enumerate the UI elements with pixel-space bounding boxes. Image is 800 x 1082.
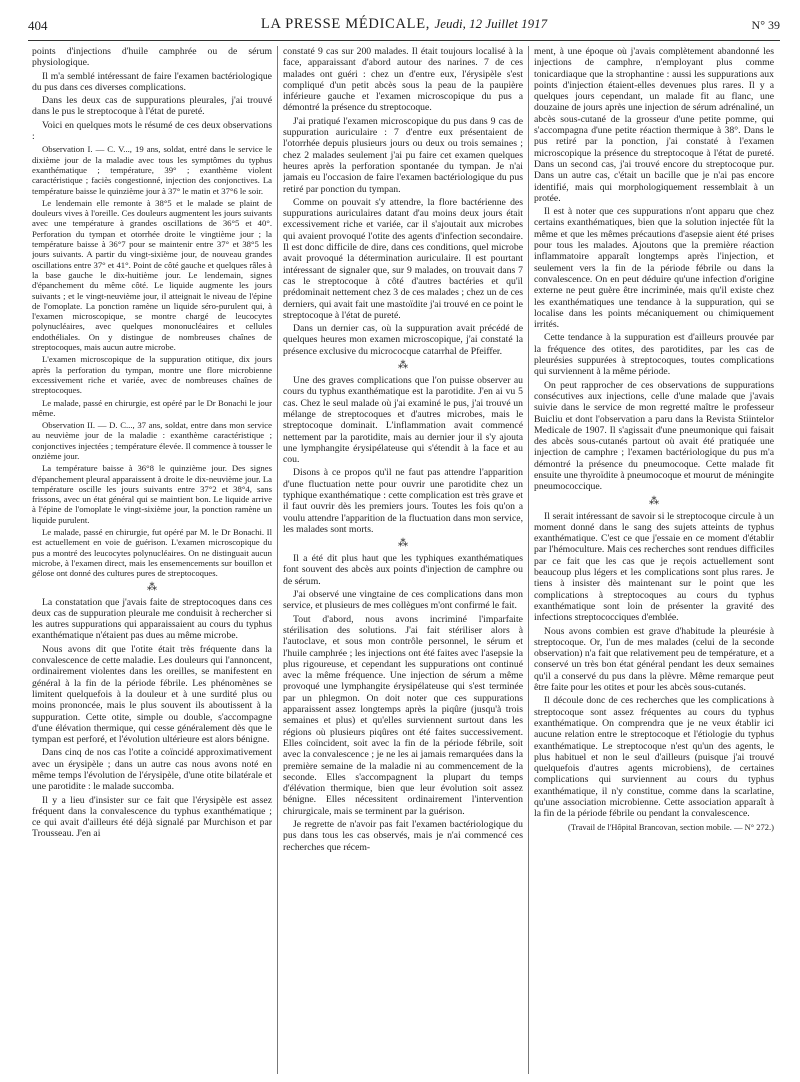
paragraph: On peut rapprocher de ces observations de suppurations consécutives aux injections, celle d'une malade que j'avais suivie dans le service de mon regretté maître le professeur Buicliu et dont l'observation a paru dans la Revista Stiintelor Medicale de 1907. Il s'agissait d'une pneumonique qui faisait des abcès sous-cutanés partout où avait été pratiquée une injection de camphre ; l'examen bactériologique du pus m'a démontré la présence du pneumocoque. Cette malade fit ensuite une thyroïdite à pneumocoque et mourut de méningite pneumococcique. (534, 379, 774, 493)
observation-paragraph: Le malade, passé en chirurgie, est opéré par le Dr Bonachi le jour même. (32, 397, 272, 418)
paragraph: Il y a lieu d'insister sur ce fait que l'érysipèle est assez fréquent dans la convalescence du typhus exanthématique ; ce qui avait d'ailleurs été déjà signalé par Murchison et par Trousseau. J'en ai (32, 794, 272, 840)
observation-paragraph: Le malade, passé en chirurgie, fut opéré par M. le Dr Bonachi. Il est actuellement en voie de guérison. L'examen microscopique du pus a montré des leucocytes polynucléaires. On ne distinguait aucun microbe, à l'examen direct, mais les ensemencements sur bouillon et gélose ont donné des cultures pures de streptocoques. (32, 527, 272, 579)
observation-paragraph: Observation II. — D. C..., 37 ans, soldat, entre dans mon service au neuvième jour de la maladie : exanthème caractéristique ; conjonctives injectées ; température élevée. Il commence à tousser le onzième jour. (32, 420, 272, 461)
issue-date: Jeudi, 12 Juillet 1917 (434, 16, 548, 31)
running-title (28, 16, 780, 33)
observation-paragraph: La température baisse à 36°8 le quinzième jour. Des signes d'épanchement pleural apparaissent à droite le dix-neuvième jour. La température oscille les jours suivants entre 37°2 et 38°4, sans frissons, avec un état général qui se maintient bon. Le liquide arrive à l'épine de l'omoplate le vingt-sixième jour, la ponction ramène un liquide purulent. (32, 463, 272, 525)
paragraph: Il serait intéressant de savoir si le streptocoque circule à un moment donné dans le sang des sujets atteints de typhus exanthématique. C'est ce que j'essaie en ce moment d'établir par l'hémoculture. Mais ces recherches sont rendues difficiles par ce fait que les cas que je reçois actuellement sont beaucoup plus légers et les complications sont plus rares. Je tiens à insister dès maintenant sur le point que les complications à streptocoques au cours du typhus exanthématique sont loin de présenter la gravité des infections streptococciques d'emblée. (534, 510, 774, 624)
column-2 (283, 46, 523, 1074)
header-rule (28, 40, 780, 41)
paragraph: Dans un dernier cas, où la suppuration avait précédé de quelques heures mon examen microscopique, j'ai constaté la présence exclusive du micrococque catarrhal de Pfeiffer. (283, 323, 523, 357)
page-number: 404 (28, 18, 48, 33)
observation-paragraph: Observation I. — C. V..., 19 ans, soldat, entré dans le service le dixième jour de la maladie avec tous les symptômes du typhus exanthématique ; température, 39° ; exanthème violent caractéristique ; faciès congestionné, injection des conjonctives. La température baisse le quinzième jour à 37° le matin et 37°6 le soir. (32, 144, 272, 196)
paragraph: Il a été dit plus haut que les typhiques exanthématiques font souvent des abcès aux points d'injection de camphre ou de sérum. (283, 553, 523, 587)
paragraph: Tout d'abord, nous avons incriminé l'imparfaite stérilisation des solutions. J'ai fait stériliser alors à l'autoclave, et sous mon contrôle personnel, le sérum et l'huile camphrée ; les injections ont été faites avec l'asepsie la plus rigoureuse, et cependant les suppurations ont continué avec la même fréquence. Une injection de sérum a même provoqué une lymphangite érysipélateuse qui s'est terminée par un phlegmon. On doit noter que ces suppurations apparaissent assez longtemps après la piqûre (jusqu'à trois semaines et plus) et qu'elles surviennent surtout dans les régions où plusieurs piqûres ont été faites successivement. Elles coïncident, soit avec la fin de la période fébrile, soit avec la convalescence ; je ne les ai jamais remarquées dans la première semaine de la maladie ni au commencement de la seconde. Elles s'accompagnent la plupart du temps d'élévation thermique, bien que leur évolution soit assez bénigne. Elles nécessitent ordinairement l'intervention chirurgicale, mais se terminent par la guérison. (283, 613, 523, 817)
page-header (28, 14, 780, 36)
source-footnote: (Travail de l'Hôpital Brancovan, section mobile. — N° 272.) (568, 821, 774, 832)
paragraph: points d'injections d'huile camphrée ou de sérum physiologique. (32, 46, 272, 69)
paragraph: Il m'a semblé intéressant de faire l'examen bactériologique du pus dans ces diverses complications. (32, 70, 272, 93)
paragraph: Dans les deux cas de suppurations pleurales, j'ai trouvé dans le pus le streptocoque à l'état de pureté. (32, 95, 272, 118)
section-separator: ⁂ (398, 538, 408, 550)
section-separator: ⁂ (398, 360, 408, 372)
journal-title: LA PRESSE MÉDICALE, (260, 16, 431, 32)
paragraph: Comme on pouvait s'y attendre, la flore bactérienne des suppurations auriculaires datant d'au moins deux jours était excessivement riche et variée, car il s'ajoutait aux microbes qui avaient provoqué l'otite des agents d'infection secondaire. Il est donc difficile de dire, dans ces conditions, quel microbe avait provoqué la détermination auriculaire. Il est pourtant intéressant de signaler que, sur 9 malades, on trouvait dans 7 cas le streptocoque à côté d'autres bactéries et qu'il prédominait nettement chez 3 de ces malades ; chez un de ces derniers, qui avait fait une mastoïdite j'ai trouvé en ce point le streptocoque à l'état de pureté. (283, 196, 523, 321)
paragraph: Cette tendance à la suppuration est d'ailleurs prouvée par la fréquence des otites, des parotidites, par les cas de pleurésies suppurées à streptocoques, toutes complications qui surviennent à la même période. (534, 332, 774, 378)
paragraph: Nous avons dit que l'otite était très fréquente dans la convalescence de cette maladie. Les douleurs qui l'annoncent, ordinairement violentes dans les oreilles, se manifestent en général à la fin de la période fébrile. Les phénomènes se limitent quelquefois à la douleur et à une surdité plus ou moins prononcée, mais le plus souvent ils aboutissent à la suppuration. Cette otite, simple ou double, s'accompagne d'une élévation thermique, qui cesse généralement dès que le tympan est perforé, et l'évolution ultérieure est alors bénigne. (32, 643, 272, 746)
observation-paragraph: L'examen microscopique de la suppuration otitique, dix jours après la perforation du tympan, montre une flore microbienne excessivement riche et variée, avec de nombreuses chaînes de streptocoques. (32, 354, 272, 396)
column-1 (32, 46, 272, 1074)
column-divider (528, 46, 529, 1074)
paragraph: Il est à noter que ces suppurations n'ont apparu que chez certains exanthématiques, bien que la solution injectée fût la même et que les mêmes précautions d'asepsie aient été prises pour tous les malades. Ajoutons que la première réaction inflammatoire apparaît longtemps après l'injection, et seulement vers la fin de la période fébrile ou dans la convalescence. On en peut déduire qu'une infection d'origine externe ne peut guère être incriminée, mais qu'il existe chez les exanthématiques une tendance à la suppuration, qui se localise dans les points mécaniquement ou chimiquement irrités. (534, 206, 774, 331)
paragraph: Voici en quelques mots le résumé de ces deux observations : (32, 119, 272, 143)
paragraph: constaté 9 cas sur 200 malades. Il était toujours localisé à la face, apparaissant d'abord autour des narines. 7 de ces malades ont guéri : chez un d'entre eux, l'érysipèle s'est compliqué d'un petit abcès sous la peau de la paupière inférieure gauche et l'examen microscopique du pus a démontré la présence du streptocoque. (283, 46, 523, 114)
section-separator: ⁂ (147, 581, 157, 593)
paragraph: ment, à une époque où j'avais complètement abandonné les injections de camphre, n'employant plus comme tonicardiaque que la strophantine : aussi les suppurations aux points d'injection étaient-elles devenues plus rares. Il y a quelques jours cependant, un malade fit au flanc, une douzaine de jours après une injection de sérum adrénaliné, un abcès sous-cutané de la grosseur d'une petite pomme, qui s'accompagna d'une petite réaction thermique à 38°. Dans le pus retiré par la ponction, j'ai constaté à l'examen microscopique la présence du streptocoque à l'état de pureté. Dans un second cas, j'ai trouvé encore du streptocoque pur. Dans un autre cas, c'était un bacille que je n'ai pas encore identifié, mais qui morphologiquement ressemblait à un protée. (534, 46, 774, 204)
paragraph: Dans cinq de nos cas l'otite a coïncidé approximativement avec un érysipèle ; dans un autre cas nous avons noté en même temps l'évolution de l'érysipèle, d'une otite bilatérale et une parotidite : le malade succomba. (32, 747, 272, 793)
section-separator: ⁂ (649, 495, 659, 507)
column-3 (534, 46, 774, 1074)
issue-number: N° 39 (751, 18, 780, 32)
paragraph: Nous avons combien est grave d'habitude la pleurésie à streptocoque. Or, l'un de mes malades (celui de la seconde observation) n'a fait que relativement peu de température, et a conservé un très bon état général pendant les deux semaines qu'il a conservé du pus dans la plèvre. Même remarque peut être faite pour les otites et pour les abcès sous-cutanés. (534, 625, 774, 694)
paragraph: J'ai pratiqué l'examen microscopique du pus dans 9 cas de suppuration auriculaire : 7 d'entre eux présentaient de l'otorrhée depuis plusieurs jours ou deux ou trois semaines ; chez 2 malades seulement j'ai pu faire cet examen quelques heures après la perforation spontanée du tympan. Je n'ai jamais eu l'occasion de faire l'examen bactériologique du pus retiré par ponction du tympan. (283, 115, 523, 195)
paragraph: Disons à ce propos qu'il ne faut pas attendre l'apparition d'une fluctuation nette pour ouvrir une parotidite chez un typhique exanthématique : cette complication est très grave et il faut ouvrir dès les premiers jours. Toutes les fois qu'on a voulu attendre l'apparition de la fluctuation dans mon service, les malades sont morts. (283, 467, 523, 535)
paragraph: J'ai observé une vingtaine de ces complications dans mon service, et plusieurs de mes collègues m'ont confirmé le fait. (283, 589, 523, 612)
paragraph: Il découle donc de ces recherches que les complications à streptocoque sont assez fréquentes au cours du typhus exanthématique. On comprendra que je ne veux établir ici aucune relation entre le streptocoque et l'étiologie du typhus exanthématique. Le streptocoque n'est qu'un des agents, le plus habituel et non le seul d'ailleurs (puisque j'ai trouvé quelquefois d'autres agents microbiens), de certaines complications qui surviennent au cours du typhus exanthématique, il n'y constitue, comme dans la scarlatine, qu'une association microbienne. Cette association apparaît à la fin de la période fébrile ou pendant la convalescence. (534, 695, 774, 820)
paragraph: La constatation que j'avais faite de streptocoques dans ces deux cas de suppuration pleurale me conduisit à rechercher si les autres suppurations qui apparaissaient au cours du typhus exanthématique n'étaient pas dues au même microbe. (32, 596, 272, 642)
paragraph: Une des graves complications que l'on puisse observer au cours du typhus exanthématique est la parotidite. J'en ai vu 5 cas. Chez le seul malade où j'ai examiné le pus, j'ai trouvé un mélange de streptocoques et d'autres microbes, mais le streptocoque dominait. L'inflammation avait commencé nettement par la parotidite, mais au dernier jour il s'y ajouta une lymphangite érysipélateuse qui s'étendit à la face et au cou. (283, 375, 523, 466)
paragraph: Je regrette de n'avoir pas fait l'examen bactériologique du pus dans tous les cas observés, mais je n'ai commencé ces recherches que récem- (283, 819, 523, 853)
observation-paragraph: Le lendemain elle remonte à 38°5 et le malade se plaint de douleurs vives à l'oreille. Ces douleurs augmentent les jours suivants avec une température à grandes oscillations de 36°5 et 40°. Perforation du tympan et otorrhée droite le vingtième jour ; la température baisse à 36°7 pour se maintenir entre 37° et 38°5 les jours suivants. A partir du vingt-sixième jour, de nouveau grandes oscillations entre 37° et 41°. Point de côté gauche et quelques râles à la base gauche le dix-huitième jour. Le lendemain, signes d'épanchement du même côté. Le liquide augmente les jours suivants ; et le vingt-neuvième jour, il atteignait le niveau de l'épine de l'omoplate. La ponction ramène un liquide séro-purulent qui, à l'examen microscopique, se montre chargé de leucocytes polynucléaires, avec quelques mononucléaires et cellules endothéliales. On y distingue de nombreuses chaînes de streptocoques, mais aucun autre microbe. (32, 197, 272, 353)
column-divider (277, 46, 278, 1074)
